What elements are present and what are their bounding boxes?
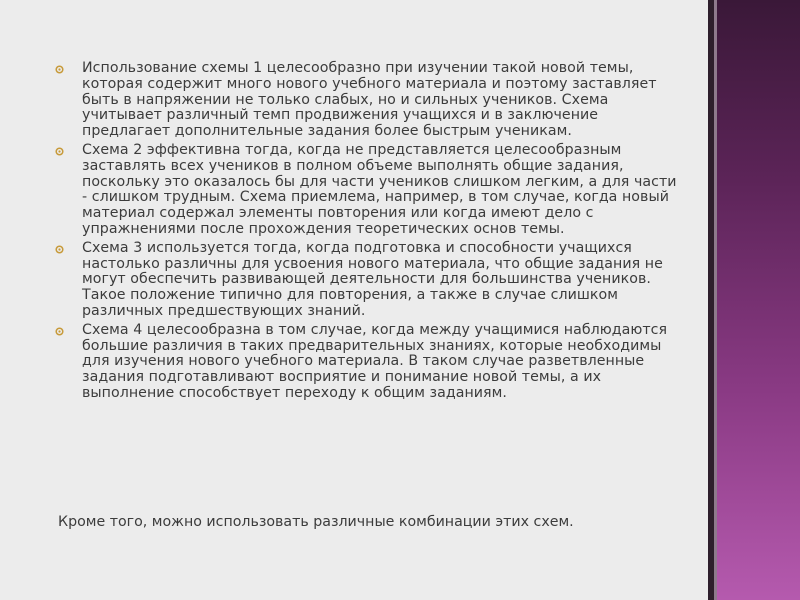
- ring-bullet-icon: [55, 147, 64, 156]
- closing-text: Кроме того, можно использовать различные комбинации этих схем.: [58, 514, 574, 530]
- bullet-item-scheme-2: [52, 143, 682, 238]
- bullet-item-scheme-1: [52, 61, 682, 140]
- bullet-list: [52, 61, 682, 405]
- bullet-text: Схема 3 используется тогда, когда подготовка и способности учащихся настолько различны для усвоения нового материала, что общие задания не могут обеспечить развивающей деятельности для большинства учеников. Такое положение типично для повторения, а также в случае слишком различных предшествующих знаний.: [82, 239, 663, 319]
- ring-bullet-icon: [55, 327, 64, 336]
- bullet-item-scheme-3: [52, 241, 682, 320]
- bullet-text: Схема 2 эффективна тогда, когда не представляется целесообразным заставлять всех учеников в полном объеме выполнять общие задания, поскольку это оказалось бы для части учеников слишком легким, а для части - слишком трудным. Схема приемлема, например, в том случае, когда новый материал содержал элементы повторения или когда имеют дело с упражнениями после прохождения теоретических основ темы.: [82, 141, 677, 237]
- ring-bullet-icon: [55, 65, 64, 74]
- bullet-item-scheme-4: [52, 323, 682, 402]
- decorative-side-panel: [717, 0, 800, 600]
- bullet-text: Использование схемы 1 целесообразно при изучении такой новой темы, которая содержит много нового учебного материала и поэтому заставляет быть в напряжении не только слабых, но и сильных учеников. Схема учитывает различный темп продвижения учащихся и в заключение предлагает дополнительные задания более быстрым ученикам.: [82, 60, 657, 140]
- bullet-text: Схема 4 целесообразна в том случае, когда между учащимися наблюдаются большие различия в таких предварительных знаниях, которые необходимы для изучения нового учебного материала. В таком случае разветвленные задания подготавливают восприятие и понимание новой темы, а их выполнение способствует переходу к общим заданиям.: [82, 321, 668, 401]
- ring-bullet-icon: [55, 245, 64, 254]
